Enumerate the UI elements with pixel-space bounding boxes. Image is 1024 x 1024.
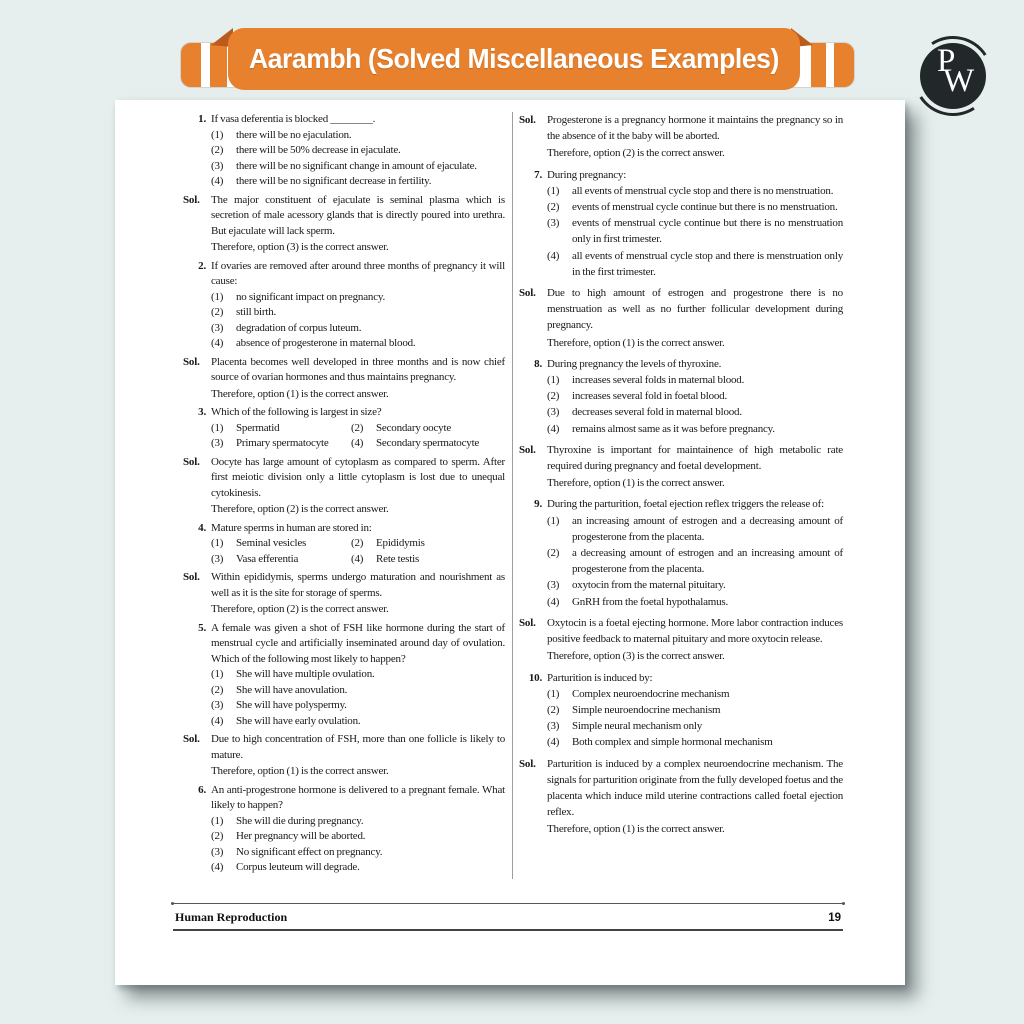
footer-bottom-line xyxy=(173,929,843,931)
option xyxy=(351,552,505,568)
question-text: During the parturition, foetal ejection reflex triggers the release of: xyxy=(547,498,824,511)
solution-label: Sol. xyxy=(183,455,200,468)
solution-block xyxy=(183,732,505,780)
solution-head xyxy=(519,756,843,838)
solution-answer: Therefore, option (2) is the correct answer. xyxy=(211,503,389,515)
option-label: (2) xyxy=(211,830,224,842)
option-label: (1) xyxy=(211,421,224,434)
option-text: Seminal vesicles xyxy=(236,537,307,549)
solution-body xyxy=(547,112,843,162)
question-number: 1. xyxy=(198,113,206,125)
option-label: (1) xyxy=(547,687,560,700)
solution-label: Sol. xyxy=(183,355,200,368)
option-text: Spermatid xyxy=(236,421,280,434)
pw-logo xyxy=(913,36,993,116)
option-label: (3) xyxy=(547,406,560,419)
option-text: Primary spermatocyte xyxy=(236,437,329,449)
option xyxy=(547,513,843,545)
option-text: Her pregnancy will be aborted. xyxy=(236,830,366,842)
solution-head xyxy=(183,193,505,256)
option xyxy=(547,734,843,750)
option-label: (4) xyxy=(547,249,560,262)
option-label: (3) xyxy=(547,579,560,592)
option-label: (1) xyxy=(547,184,560,197)
question-block xyxy=(519,496,843,609)
question-text: Which of the following is largest in size? xyxy=(211,406,382,418)
option xyxy=(547,388,843,404)
option xyxy=(547,183,843,199)
question-block xyxy=(183,783,505,876)
solution-body xyxy=(211,355,505,403)
option-label: (4) xyxy=(547,422,560,435)
solution-body xyxy=(211,732,505,780)
question-text: A female was given a shot of FSH like hormone during the start of menstrual cycle and artificially inseminated around day of ovulation. Which of the following most likely to happen? xyxy=(211,621,505,665)
option xyxy=(211,860,505,876)
option-label: (2) xyxy=(547,390,560,403)
option xyxy=(211,698,505,714)
options-list xyxy=(547,686,843,751)
question-head xyxy=(183,405,505,421)
option-text: Rete testis xyxy=(376,552,420,565)
option-label: (2) xyxy=(211,144,224,156)
solution-head xyxy=(183,455,505,518)
solution-text: Thyroxine is important for maintainence of high metabolic rate required during pregnancy and foetal development. xyxy=(547,443,843,473)
option-text: Simple neuroendocrine mechanism xyxy=(572,703,721,716)
options-list xyxy=(211,814,505,876)
option-text: increases several fold in foetal blood. xyxy=(572,390,728,403)
option-text: there will be no significant change in amount of ejaculate. xyxy=(236,159,477,172)
pw-logo-circle xyxy=(920,43,986,109)
column-right xyxy=(512,112,843,879)
option-label: (2) xyxy=(547,703,560,716)
option-text: She will have early ovulation. xyxy=(236,714,361,727)
option-label: (1) xyxy=(211,668,224,680)
option-text: still birth. xyxy=(236,306,277,318)
solution-label: Sol. xyxy=(183,571,200,583)
solution-block xyxy=(183,355,505,403)
option xyxy=(211,421,351,437)
option xyxy=(211,683,505,699)
solution-answer: Therefore, option (3) is the correct answer. xyxy=(211,241,389,253)
option-text: Vasa efferentia xyxy=(236,552,299,565)
option xyxy=(351,436,505,452)
solution-answer: Therefore, option (3) is the correct answer. xyxy=(547,650,725,663)
option-text: increases several folds in maternal blood. xyxy=(572,374,745,387)
question-head xyxy=(183,521,505,537)
option-text: all events of menstrual cycle stop and there is no menstruation. xyxy=(572,184,834,197)
question-number: 2. xyxy=(198,259,206,272)
option-label: (2) xyxy=(211,683,224,696)
option-text: GnRH from the foetal hypothalamus. xyxy=(572,595,729,608)
question-text: If ovaries are removed after around three months of pregnancy it will cause: xyxy=(211,259,505,287)
option-text: She will have anovulation. xyxy=(236,683,348,696)
solution-head xyxy=(519,112,843,162)
solution-answer: Therefore, option (1) is the correct answer. xyxy=(211,387,389,400)
options-list xyxy=(547,372,843,437)
solution-answer: Therefore, option (2) is the correct answer. xyxy=(547,147,725,160)
options-list xyxy=(547,513,843,610)
option-label: (3) xyxy=(211,159,224,172)
question-block xyxy=(183,405,505,452)
solution-label: Sol. xyxy=(183,733,200,745)
question-head xyxy=(183,621,505,668)
question-head xyxy=(183,783,505,814)
pw-logo-letter-p: P xyxy=(937,43,956,79)
option-label: (1) xyxy=(547,514,560,527)
option-label: (2) xyxy=(351,421,364,434)
solution-label: Sol. xyxy=(519,616,536,629)
option xyxy=(547,686,843,702)
question-text: Mature sperms in human are stored in: xyxy=(211,521,372,534)
solution-text: Oocyte has large amount of cytoplasm as compared to sperm. After first meiotic division only a little cytoplasm is lost due to unequal cytokinesis. xyxy=(211,455,505,499)
option-label: (1) xyxy=(211,290,224,303)
footer-separator-line xyxy=(173,903,843,904)
option-text: absence of progesterone in maternal blood. xyxy=(236,337,416,349)
option xyxy=(211,174,505,190)
option-label: (3) xyxy=(547,217,560,230)
question-block xyxy=(183,259,505,352)
option-text: events of menstrual cycle continue but there is no menstruation only in first trimester. xyxy=(572,217,843,246)
option xyxy=(547,404,843,420)
pw-logo-letter-w: W xyxy=(943,63,975,99)
solution-head xyxy=(183,570,505,618)
option-label: (2) xyxy=(211,306,224,318)
option xyxy=(211,552,351,568)
question-head xyxy=(183,112,505,128)
option-label: (4) xyxy=(351,552,364,565)
option-label: (4) xyxy=(547,736,560,749)
solution-text: Due to high concentration of FSH, more than one follicle is likely to mature. xyxy=(211,733,505,761)
option-text: She will die during pregnancy. xyxy=(236,814,364,827)
options-list xyxy=(547,183,843,280)
option-label: (4) xyxy=(211,861,224,873)
option xyxy=(211,336,505,352)
page-footer xyxy=(173,903,843,931)
question-block xyxy=(183,621,505,730)
options-list xyxy=(211,421,505,452)
solution-body xyxy=(211,455,505,518)
option xyxy=(211,128,505,144)
option-label: (3) xyxy=(211,321,224,334)
page-content xyxy=(183,112,843,879)
option-label: (3) xyxy=(547,720,560,733)
option-text: No significant effect on pregnancy. xyxy=(236,845,383,858)
solution-answer: Therefore, option (2) is the correct answer. xyxy=(211,603,389,615)
option-label: (4) xyxy=(211,714,224,727)
page-number: 19 xyxy=(828,912,841,924)
solution-label: Sol. xyxy=(519,287,536,300)
option xyxy=(211,667,505,683)
solution-answer: Therefore, option (1) is the correct answer. xyxy=(211,765,389,777)
option xyxy=(547,215,843,247)
solution-block xyxy=(519,615,843,665)
option-text: there will be no ejaculation. xyxy=(236,128,352,141)
option-text: Corpus leuteum will degrade. xyxy=(236,861,360,873)
question-head xyxy=(519,670,843,686)
solution-label: Sol. xyxy=(183,193,200,206)
options-list xyxy=(211,667,505,729)
document-page xyxy=(115,100,905,985)
option-text: Simple neural mechanism only xyxy=(572,720,703,733)
option-text: Complex neuroendocrine mechanism xyxy=(572,687,730,700)
solution-text: Parturition is induced by a complex neuroendocrine mechanism. The signals for parturition originate from the fully developed foetus and the placenta which induce mild uterine contractions called foetal ejection reflex. xyxy=(547,757,843,819)
solution-head xyxy=(183,732,505,780)
question-text: During pregnancy the levels of thyroxine. xyxy=(547,357,722,370)
solution-text: The major constituent of ejaculate is seminal plasma which is secretion of male acessory glands that is directly poured into urethra. But ejaculate will lack sperm. xyxy=(211,193,505,237)
solution-body xyxy=(547,442,843,492)
question-number: 9. xyxy=(534,498,542,511)
option-label: (4) xyxy=(211,337,224,349)
option xyxy=(211,305,505,321)
question-number: 7. xyxy=(534,168,542,181)
question-text: During pregnancy: xyxy=(547,168,627,181)
option xyxy=(547,718,843,734)
banner-title: Aarambh (Solved Miscellaneous Examples) xyxy=(249,43,779,74)
solution-block xyxy=(183,570,505,618)
option-text: a decreasing amount of estrogen and an increasing amount of progesterone from the placenta. xyxy=(572,547,843,576)
options-list xyxy=(211,536,505,567)
option xyxy=(547,248,843,280)
solution-label: Sol. xyxy=(519,114,536,126)
option-text: decreases several fold in maternal blood. xyxy=(572,406,742,419)
option-text: Both complex and simple hormonal mechanism xyxy=(572,736,773,749)
option xyxy=(547,594,843,610)
options-list xyxy=(211,290,505,352)
option-text: oxytocin from the maternal pituitary. xyxy=(572,579,726,592)
option-label: (3) xyxy=(211,845,224,858)
option xyxy=(211,814,505,830)
option-label: (3) xyxy=(211,699,224,711)
column-left xyxy=(183,112,505,879)
option xyxy=(211,321,505,337)
question-text: If vasa deferentia is blocked ________. xyxy=(211,113,376,125)
solution-body xyxy=(547,615,843,665)
question-block xyxy=(519,670,843,751)
option-text: She will have polyspermy. xyxy=(236,699,347,711)
solution-text: Progesterone is a pregnancy hormone it maintains the pregnancy so in the absence of it the baby will be aborted. xyxy=(547,114,843,143)
option xyxy=(547,199,843,215)
solution-body xyxy=(547,285,843,351)
option xyxy=(547,702,843,718)
question-number: 3. xyxy=(198,406,206,418)
option-text: all events of menstrual cycle stop and there is menstruation only in the first trimester. xyxy=(572,249,843,278)
solution-text: Within epididymis, sperms undergo maturation and nourishment as well as it is the site for storage of sperms. xyxy=(211,571,505,599)
option xyxy=(211,290,505,306)
option-label: (4) xyxy=(351,437,364,449)
question-number: 5. xyxy=(198,621,206,634)
footer-row xyxy=(173,904,843,929)
solution-answer: Therefore, option (1) is the correct answer. xyxy=(547,477,725,490)
option-label: (2) xyxy=(351,537,364,549)
option xyxy=(211,159,505,175)
solution-block xyxy=(519,112,843,162)
question-block xyxy=(519,167,843,280)
question-number: 6. xyxy=(198,783,206,796)
option-label: (3) xyxy=(211,552,224,565)
option-text: there will be no significant decrease in fertility. xyxy=(236,175,432,187)
option xyxy=(211,436,351,452)
question-head xyxy=(183,259,505,290)
option xyxy=(547,372,843,388)
solution-block xyxy=(519,756,843,838)
option-label: (4) xyxy=(547,595,560,608)
solution-answer: Therefore, option (1) is the correct answer. xyxy=(547,336,725,349)
option-text: an increasing amount of estrogen and a decreasing amount of progesterone from the placenta. xyxy=(572,514,843,543)
option-label: (1) xyxy=(211,814,224,827)
solution-block xyxy=(183,193,505,256)
option xyxy=(547,577,843,593)
question-number: 8. xyxy=(534,357,542,370)
option-text: events of menstrual cycle continue but there is no menstruation. xyxy=(572,201,838,214)
solution-head xyxy=(183,355,505,403)
solution-text: Due to high amount of estrogen and progestrone there is no menstruation as well as no further follicular development during pregnancy. xyxy=(547,287,843,332)
option xyxy=(547,545,843,577)
banner xyxy=(228,28,800,90)
question-text: An anti-progestrone hormone is delivered to a pregnant female. What likely to happen? xyxy=(211,783,505,811)
option-text: degradation of corpus luteum. xyxy=(236,321,362,334)
solution-head xyxy=(519,285,843,351)
option-label: (2) xyxy=(547,547,560,560)
solution-body xyxy=(547,756,843,838)
question-number: 10. xyxy=(528,671,542,684)
solution-body xyxy=(211,570,505,618)
solution-answer: Therefore, option (1) is the correct answer. xyxy=(547,823,725,836)
option-label: (1) xyxy=(547,374,560,387)
question-block xyxy=(183,521,505,568)
option-label: (4) xyxy=(211,175,224,187)
solution-head xyxy=(519,442,843,492)
solution-block xyxy=(183,455,505,518)
solution-text: Placenta becomes well developed in three months and is now chief source of ovarian hormones and thus maintains pregnancy. xyxy=(211,355,505,383)
option-text: there will be 50% decrease in ejaculate. xyxy=(236,144,401,156)
option xyxy=(547,421,843,437)
option xyxy=(351,421,505,437)
option-label: (1) xyxy=(211,537,224,549)
question-block xyxy=(519,356,843,437)
solution-block xyxy=(519,442,843,492)
option xyxy=(211,714,505,730)
solution-head xyxy=(519,615,843,665)
solution-label: Sol. xyxy=(519,443,536,456)
option-label: (2) xyxy=(547,201,560,214)
question-text: Parturition is induced by: xyxy=(547,671,653,684)
option-text: She will have multiple ovulation. xyxy=(236,668,375,680)
option xyxy=(211,829,505,845)
question-head xyxy=(519,167,843,183)
solution-body xyxy=(211,193,505,256)
option-text: Secondary spermatocyte xyxy=(376,437,480,449)
option-label: (3) xyxy=(211,437,224,449)
option xyxy=(211,536,351,552)
solution-label: Sol. xyxy=(519,757,536,770)
question-head xyxy=(519,356,843,372)
question-head xyxy=(519,496,843,512)
option-text: no significant impact on pregnancy. xyxy=(236,290,386,303)
option xyxy=(211,143,505,159)
option xyxy=(211,845,505,861)
option xyxy=(351,536,505,552)
solution-text: Oxytocin is a foetal ejecting hormone. More labor contraction induces positive feedback to maternal pituitary and more oxytocin release. xyxy=(547,616,843,646)
options-list xyxy=(211,128,505,190)
chapter-title: Human Reproduction xyxy=(175,910,288,924)
solution-block xyxy=(519,285,843,351)
question-number: 4. xyxy=(198,521,206,534)
option-label: (1) xyxy=(211,128,224,141)
option-text: Epididymis xyxy=(376,537,425,549)
option-text: Secondary oocyte xyxy=(376,421,451,434)
option-text: remains almost same as it was before pregnancy. xyxy=(572,422,775,435)
question-block xyxy=(183,112,505,190)
